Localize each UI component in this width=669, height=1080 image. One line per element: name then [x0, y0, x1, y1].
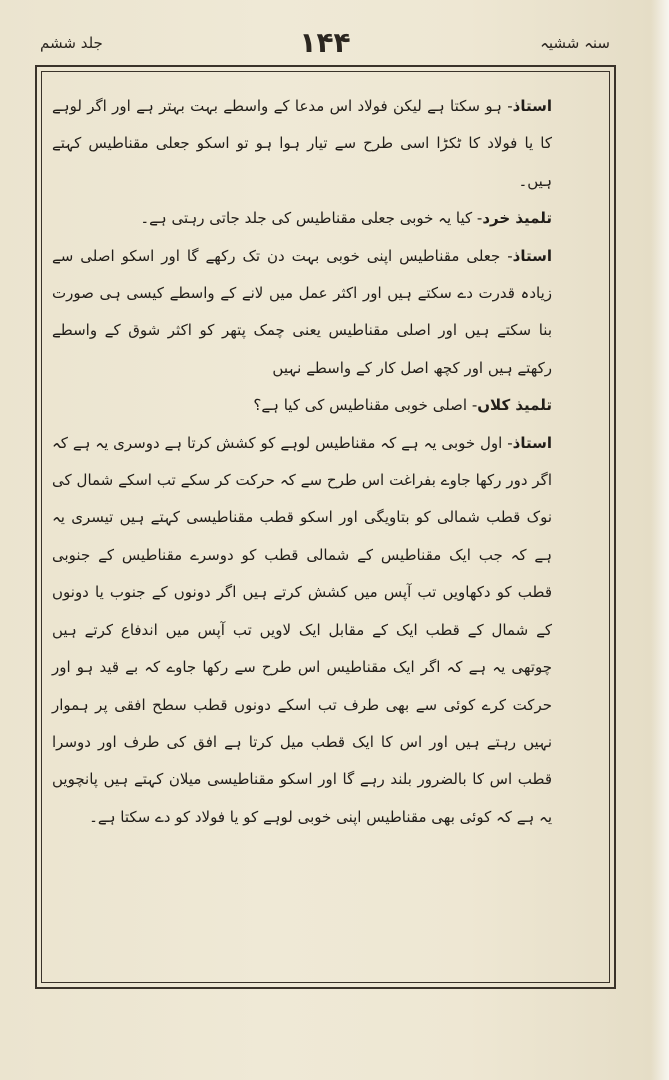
page-number: ۱۴۴: [299, 26, 351, 59]
body-text: [52, 88, 552, 836]
paragraph-text: اصلی خوبی مقناطیس کی کیا ہے؟: [253, 396, 468, 415]
speaker-label: استاذ: [512, 246, 553, 265]
paragraph-text: کیا یہ خوبی جعلی مقناطیس کی جلد جاتی رہتی ہے۔: [140, 209, 473, 228]
speaker-label: استاذ: [512, 433, 553, 452]
header-year: سنہ ششیہ: [540, 34, 610, 52]
speaker-label: تلمیذ کلاں: [477, 396, 552, 415]
paragraph-text: ہو سکتا ہے لیکن فولاد اس مدعا کے واسطے بہت بہتر ہے اور اگر لوہے کا یا فولاد کا ٹکڑا اسی طرح سے تیار ہوا ہو تو اسکو جعلی مقناطیس کہتے ہیں۔: [52, 97, 552, 190]
paragraph: تلمیذ خرد- کیا یہ خوبی جعلی مقناطیس کی جلد جاتی رہتی ہے۔: [140, 209, 552, 228]
paragraph: استاذ- ہو سکتا ہے لیکن فولاد اس مدعا کے واسطے بہت بہتر ہے اور اگر لوہے کا یا فولاد کا ٹکڑا اسی طرح سے تیار ہوا ہو تو اسکو جعلی مقناطیس کہتے ہیں۔: [52, 97, 553, 190]
speaker-label: استاذ: [512, 97, 553, 115]
paragraph: استاذ- جعلی مقناطیس اپنی خوبی بہت دن تک رکھے گا اور اسکو اصلی سے زیادہ قدرت دے سکتے ہیں اور اکثر عمل میں لانے کے واسطے کیسی ہی صورت بنا سکتے ہیں اور اصلی مقناطیس یعنی چمک پتھر کو اکثر شوق کے واسطے رکھتے ہیں اور کچھ اصل کار کے واسطے نہیں: [52, 246, 553, 377]
header-volume: جلد ششم: [40, 34, 103, 52]
paragraph-text: جعلی مقناطیس اپنی خوبی بہت دن تک رکھے گا اور اسکو اصلی سے زیادہ قدرت دے سکتے ہیں اور اکثر عمل میں لانے کے واسطے کیسی ہی صورت بنا سکتے ہیں اور اصلی مقناطیس یعنی چمک پتھر کو اکثر شوق کے واسطے رکھتے ہیں اور کچھ اصل کار کے واسطے نہیں: [52, 246, 552, 377]
paragraph: استاذ- اول خوبی یہ ہے کہ مقناطیس لوہے کو کشش کرتا ہے دوسری یہ ہے کہ اگر دور رکھا جاوے بفراغت اس طرح سے کہ حرکت کر سکے تب اسکے شمال کی نوک قطب شمالی کو بتاویگی اور اسکو قطب مقناطیسی کہتے ہیں تیسری یہ ہے کہ جب ایک مقناطیس کے شمالی قطب کو دوسرے مقناطیس کے جنوبی قطب کو دکھاویں تب آپس میں کشش کرتے ہیں اگر دونوں کے جنوب یا دونوں کے شمال کے قطب ایک کے مقابل ایک لاویں تب آپس میں اندفاع کرتے ہیں چوتھی یہ ہے کہ اگر ایک مقناطیس اس طرح سے رکھا جاوے کہ بے قید ہو اور حرکت کرے کوئی سے بھی طرف تب اسکے دونوں قطب سطح افقی پر ہموار نہیں رہتے ہیں اور اس کا ایک قطب میل کرتا ہے افق کی طرف اور دوسرا قطب اس کا بالضرور بلند رہے گا اور اسکو مقناطیسی میلان کہتے ہیں پانچویں یہ ہے کہ کوئی بھی مقناطیس اپنی خوبی لوہے کو یا فولاد کو دے سکتا ہے۔: [52, 433, 553, 826]
paragraph-text: اول خوبی یہ ہے کہ مقناطیس لوہے کو کشش کرتا ہے دوسری یہ ہے کہ اگر دور رکھا جاوے بفراغت اس طرح سے کہ حرکت کر سکے تب اسکے شمال کی نوک قطب شمالی کو بتاویگی اور اسکو قطب مقناطیسی کہتے ہیں تیسری یہ ہے کہ جب ایک مقناطیس کے شمالی قطب کو دوسرے مقناطیس کے جنوبی قطب کو دکھاویں تب آپس میں کشش کرتے ہیں اگر دونوں کے جنوب یا دونوں کے شمال کے قطب ایک کے مقابل ایک لاویں تب آپس میں اندفاع کرتے ہیں چوتھی یہ ہے کہ اگر ایک مقناطیس اس طرح سے رکھا جاوے کہ بے قید ہو اور حرکت کرے کوئی سے بھی طرف تب اسکے دونوں قطب سطح افقی پر ہموار نہیں رہتے ہیں اور اس کا ایک قطب میل کرتا ہے افق کی طرف اور دوسرا قطب اس کا بالضرور بلند رہے گا اور اسکو مقناطیسی میلان کہتے ہیں پانچویں یہ ہے کہ کوئی بھی مقناطیس اپنی خوبی لوہے کو یا فولاد کو دے سکتا ہے۔: [52, 433, 552, 826]
paragraph: تلمیذ کلاں- اصلی خوبی مقناطیس کی کیا ہے؟: [253, 396, 552, 415]
page-header: [40, 26, 610, 62]
speaker-label: تلمیذ خرد: [482, 209, 552, 228]
